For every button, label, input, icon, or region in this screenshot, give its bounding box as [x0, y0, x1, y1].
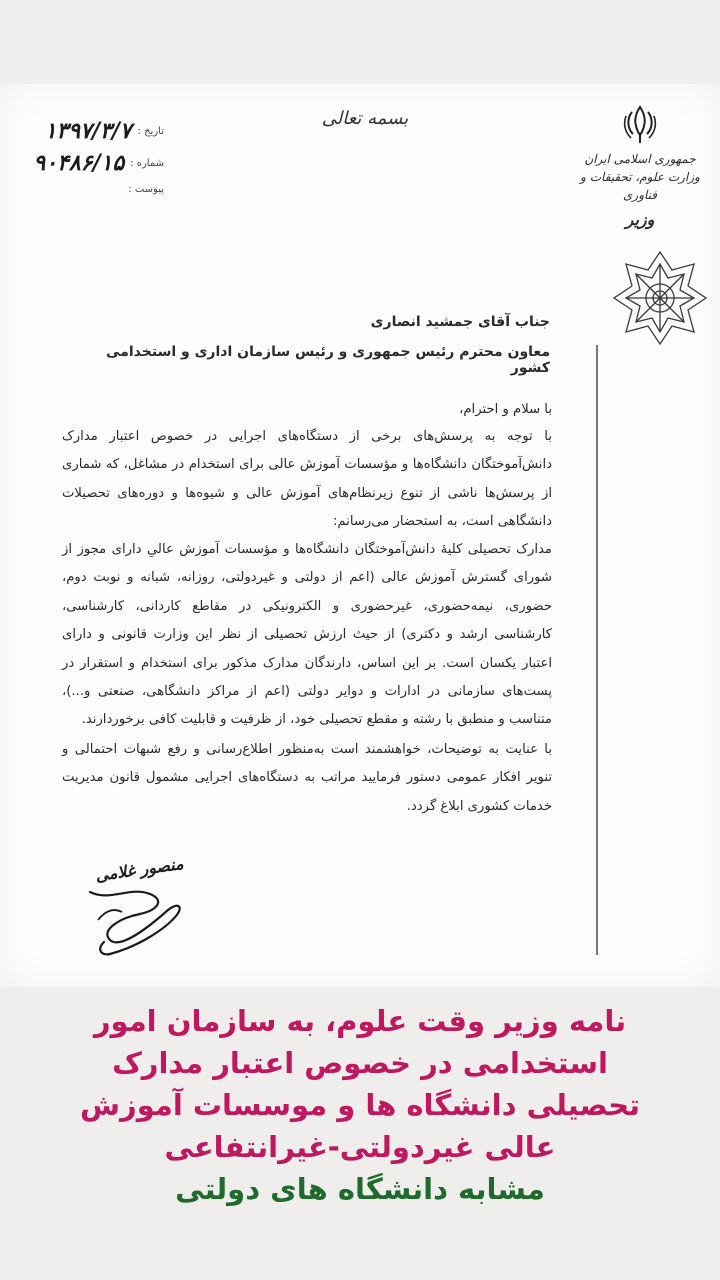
caption-panel: [0, 988, 720, 1280]
ministry-line-country: جمهوری اسلامی ایران: [584, 152, 696, 166]
recipient-name: جناب آقای جمشید انصاری: [370, 314, 550, 330]
number-value: ۹۰۴۸۶/۱۵: [33, 150, 125, 176]
caption-line-1: نامه وزیر وقت علوم، به سازمان امور: [93, 1004, 627, 1038]
invocation: بسمه تعالی: [321, 108, 409, 129]
attachment-row: [14, 184, 164, 195]
date-value: ۱۳۹۷/۳/۷: [44, 118, 132, 144]
minister-title: وزیر: [625, 210, 655, 229]
date-label: تاریخ :: [137, 125, 164, 137]
signature-scribble-icon: [80, 880, 190, 960]
greeting: با سلام و احترام،: [459, 402, 552, 417]
ministry-header: [580, 104, 700, 229]
margin-rule: [596, 345, 598, 955]
body-paragraph-1: با توجه به پرسش‌های برخی از دستگاه‌های اجرایی در خصوص اعتبار مدارک دانش‌آموختگان دانشگاه‌ها و مؤسسات آموزش عالی برای استخدام در مشاغل، که شماری از پرسش‌ها ناشی از تنوع زیرنظام‌های آموزش عالی و شیوه‌ها و دوره‌های تحصیلات دانشگاهی است، به استحضار می‌رسانم:: [62, 429, 552, 530]
body-paragraph-2: مدارک تحصیلی کلیهٔ دانش‌آموختگان دانشگاه‌ها و مؤسسات آموزش عالیِ دارای مجوز از شورای گسترش آموزش عالی (اعم از دولتی و غیردولتی، روزانه، شبانه و نوبت دوم، حضوری، نیمه‌حضوری، غیرحضوری و الکترونیکی در مقاطع کاردانی، کارشناسی، کارشناسی ارشد و دکتری) از حیث ارزش تحصیلی از نظر این وزارت قانونی و دارای اعتبار یکسان است. بر این اساس، دارندگان مدارک مذکور برای استخدام و استقرار در پست‌های سازمانی در ادارات و دوایر دولتی (اعم از مراکز دانشگاهی، صنعتی و...)، متناسب و منطبق با رشته و مقطع تحصیلی خود، از ظرفیت و قابلیت کافی برخوردارند.: [62, 542, 552, 728]
iran-emblem-icon: [623, 104, 657, 146]
attachment-label: پیوست :: [128, 184, 164, 195]
body-paragraph-3: با عنایت به توضیحات، خواهشمند است به‌منظور اطلاع‌رسانی و رفع شبهات احتمالی و تنویر افکار عمومی دستور فرمایید مراتب به دستگاه‌های اجرایی مشمول قانون مدیریت خدمات کشوری ابلاغ گردد.: [62, 742, 552, 814]
ministry-line-name: وزارت علوم، تحقیقات و فناوری: [580, 170, 700, 202]
date-row: [14, 118, 164, 144]
caption-line-5: مشابه دانشگاه های دولتی: [175, 1172, 545, 1206]
recipient-title: معاون محترم رئیس جمهوری و رئیس سازمان اداری و استخدامی کشور: [106, 344, 550, 376]
islamic-ornament-icon: [612, 250, 708, 346]
caption-line-3: تحصیلی دانشگاه ها و موسسات آموزش: [80, 1088, 640, 1122]
caption-line-4: عالی غیردولتی-غیرانتفاعی: [164, 1130, 556, 1164]
caption-line-2: استخدامی در خصوص اعتبار مدارک: [112, 1046, 608, 1080]
signature-name: منصور غلامی: [94, 853, 185, 886]
number-label: شماره :: [130, 157, 164, 169]
number-row: [14, 150, 164, 176]
